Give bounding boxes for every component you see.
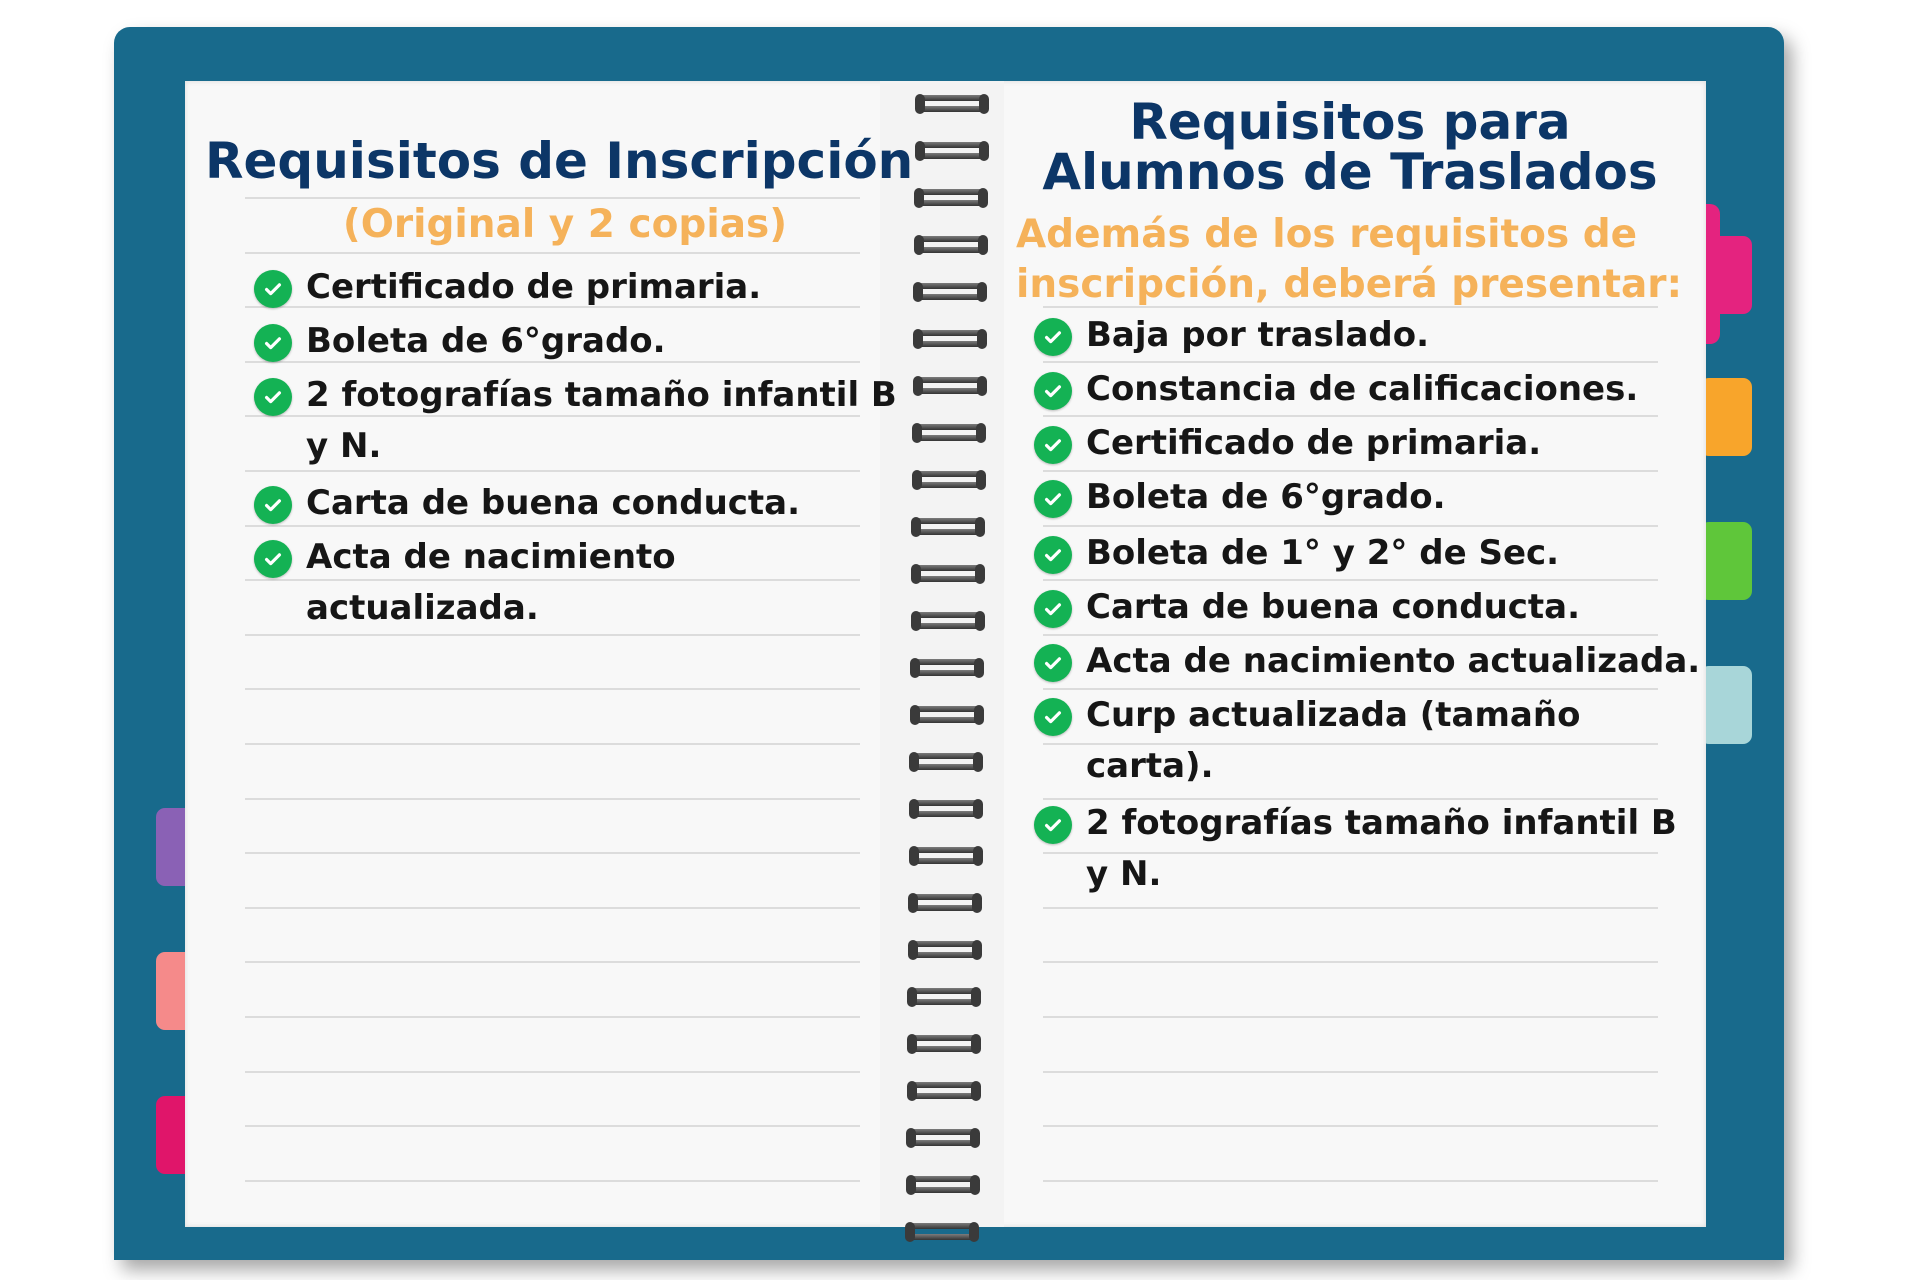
list-item-text: Acta de nacimiento actualizada. <box>1086 641 1701 681</box>
list-item <box>1034 803 1677 900</box>
ruled-line <box>245 798 860 800</box>
check-circle-icon <box>254 378 292 416</box>
list-item-text-cont: y N. <box>1086 854 1162 894</box>
list-item-text: 2 fotografías tamaño infantil B <box>306 375 897 415</box>
ruled-line <box>245 634 860 636</box>
ruled-line <box>245 252 860 254</box>
spiral-ring <box>911 562 985 586</box>
list-item-text: Certificado de primaria. <box>306 267 762 307</box>
ruled-line <box>245 688 860 690</box>
list-item-text: 2 fotografías tamaño infantil B <box>1086 803 1677 843</box>
spiral-ring <box>908 891 982 915</box>
list-item <box>1034 369 1639 415</box>
spiral-ring <box>906 1126 980 1150</box>
spiral-ring <box>914 186 988 210</box>
list-item-text: Curp actualizada (tamaño <box>1086 695 1581 735</box>
list-item-text: Boleta de 1° y 2° de Sec. <box>1086 533 1560 573</box>
list-item-text-cont: carta). <box>1086 746 1214 786</box>
check-circle-icon <box>1034 698 1072 736</box>
ruled-line <box>1043 361 1658 363</box>
ruled-line <box>245 852 860 854</box>
check-circle-icon <box>254 324 292 362</box>
left-page-subtitle: (Original y 2 copias) <box>342 202 788 247</box>
spiral-ring <box>909 797 983 821</box>
check-circle-icon <box>1034 318 1072 356</box>
check-circle-icon <box>1034 480 1072 518</box>
ruled-line <box>245 743 860 745</box>
check-circle-icon <box>1034 644 1072 682</box>
spiral-ring <box>915 139 989 163</box>
spiral-ring <box>908 938 982 962</box>
list-item <box>1034 641 1701 687</box>
ruled-line <box>245 1071 860 1073</box>
list-item <box>1034 477 1446 523</box>
list-item-text-cont: y N. <box>306 426 382 466</box>
list-item-text: Acta de nacimiento <box>306 537 676 577</box>
right-page-subtitle-line1: Además de los requisitos de <box>1016 212 1638 257</box>
list-item-text: Baja por traslado. <box>1086 315 1430 355</box>
ruled-line <box>1043 907 1658 909</box>
ruled-line <box>1043 525 1658 527</box>
spiral-ring <box>913 374 987 398</box>
spiral-ring <box>910 656 984 680</box>
list-item-text: Carta de buena conducta. <box>306 483 801 523</box>
ruled-line <box>1043 961 1658 963</box>
spiral-ring <box>907 1079 981 1103</box>
list-item <box>1034 315 1430 361</box>
ruled-line <box>1043 579 1658 581</box>
ruled-line <box>245 1180 860 1182</box>
ruled-line <box>245 961 860 963</box>
spiral-ring <box>913 327 987 351</box>
spiral-ring <box>905 1220 979 1244</box>
spiral-ring <box>914 233 988 257</box>
ruled-line <box>1043 1180 1658 1182</box>
list-item-text: Boleta de 6°grado. <box>1086 477 1446 517</box>
spiral-ring <box>909 750 983 774</box>
left-page-title: Requisitos de Inscripción <box>205 132 914 190</box>
right-page-title-line1: Requisitos para <box>1129 93 1571 151</box>
list-item <box>1034 423 1542 469</box>
ruled-line <box>1043 415 1658 417</box>
ruled-line <box>245 907 860 909</box>
list-item <box>254 267 762 313</box>
spiral-ring <box>911 609 985 633</box>
list-item-text: Boleta de 6°grado. <box>306 321 666 361</box>
right-page-title-line2: Alumnos de Traslados <box>1042 143 1658 201</box>
spiral-ring <box>907 1032 981 1056</box>
list-item <box>1034 533 1560 579</box>
spiral-ring <box>909 844 983 868</box>
spiral-ring <box>906 1173 980 1197</box>
check-circle-icon <box>1034 536 1072 574</box>
spiral-ring <box>911 515 985 539</box>
spiral-ring <box>910 703 984 727</box>
tab-green[interactable] <box>1700 522 1752 600</box>
check-circle-icon <box>254 270 292 308</box>
spiral-ring <box>912 468 986 492</box>
tab-light-teal[interactable] <box>1700 666 1752 744</box>
check-circle-icon <box>254 540 292 578</box>
spiral-ring <box>907 985 981 1009</box>
check-circle-icon <box>1034 372 1072 410</box>
list-item-text: Certificado de primaria. <box>1086 423 1542 463</box>
ruled-line <box>1043 1071 1658 1073</box>
list-item-text: Carta de buena conducta. <box>1086 587 1581 627</box>
list-item <box>254 537 676 634</box>
spiral-ring <box>912 421 986 445</box>
ruled-line <box>245 1125 860 1127</box>
list-item-text: Constancia de calificaciones. <box>1086 369 1639 409</box>
list-item-text-cont: actualizada. <box>306 588 539 628</box>
list-item <box>1034 587 1581 633</box>
spiral-ring <box>913 280 987 304</box>
spiral-ring <box>915 92 989 116</box>
list-item <box>254 321 666 367</box>
check-circle-icon <box>1034 590 1072 628</box>
right-page-subtitle-line2: inscripción, deberá presentar: <box>1016 262 1683 307</box>
ruled-line <box>245 1016 860 1018</box>
list-item <box>254 483 801 529</box>
check-circle-icon <box>1034 426 1072 464</box>
list-item <box>1034 695 1581 792</box>
list-item <box>254 375 897 472</box>
ruled-line <box>1043 1125 1658 1127</box>
tab-orange[interactable] <box>1700 378 1752 456</box>
check-circle-icon <box>1034 806 1072 844</box>
ruled-line <box>1043 1016 1658 1018</box>
tab-magenta-lip <box>1700 236 1752 314</box>
check-circle-icon <box>254 486 292 524</box>
